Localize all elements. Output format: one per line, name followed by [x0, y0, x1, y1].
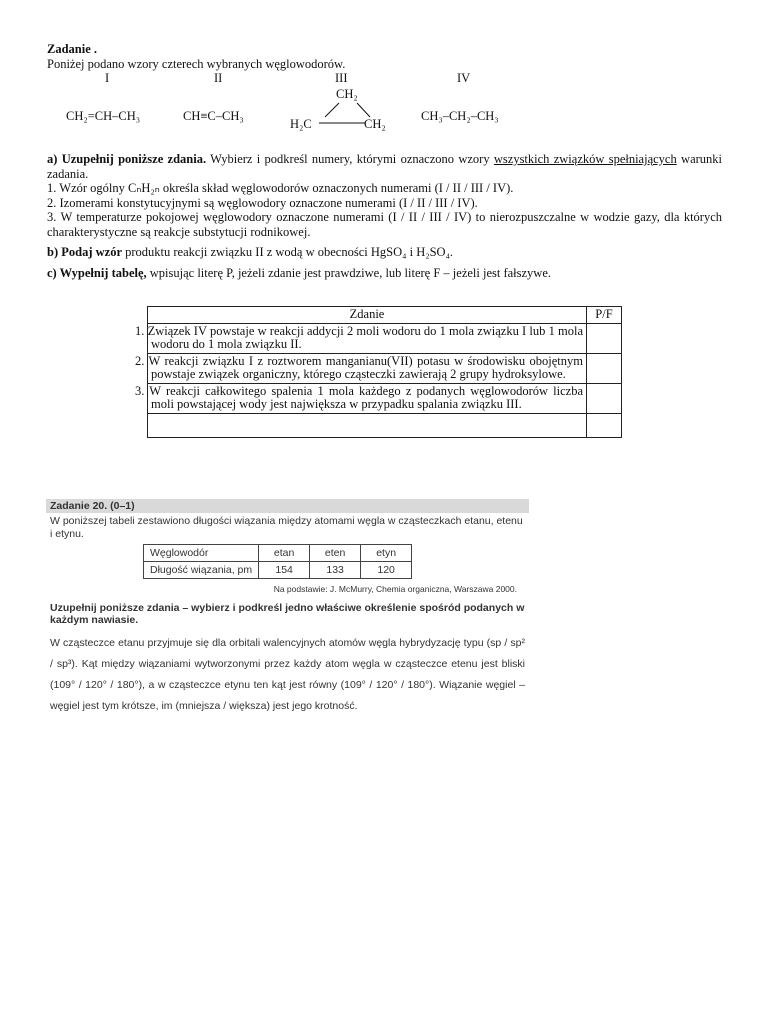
formula-iii-top: CH₂: [336, 87, 358, 101]
cell-bond-length: Długość wiązania, pm: [144, 562, 259, 579]
table-row: [148, 353, 622, 383]
statement-4: [148, 413, 587, 437]
table-row: [148, 383, 622, 413]
task-section: [47, 42, 722, 280]
cell-etyn: etyn: [361, 545, 412, 562]
cell-etan: etan: [259, 545, 310, 562]
formulas-row: [47, 87, 722, 143]
label-i: I: [105, 71, 110, 85]
task20-body: W cząsteczce etanu przyjmuje się dla orbitali walencyjnych atomów węgla hybrydyzację typu (sp / sp² / sp³). Kąt między wiązaniami wytworzonymi przez każdy atom węgla w cząsteczce etenu jest bliski (109° / 120° / 180°), a w cząsteczce etynu ten kąt jest równy (109° / 120° / 180°). Wiązanie węgiel – węgiel jest tym krótsze, im (mniejsza / większa) jest jego krotność.: [50, 636, 525, 712]
part-c-text: wpisując literę P, jeżeli zdanie jest prawdziwe, lub literę F – jeżeli jest fałszywe.: [146, 265, 552, 280]
formula-labels: [47, 71, 722, 87]
task20-header: Zadanie 20. (0–1): [46, 499, 529, 513]
part-b: [47, 245, 722, 260]
header-statement: Zdanie: [148, 307, 587, 324]
part-a-text1: Wybierz i podkreśl numery, którymi oznaczono wzory: [206, 152, 494, 166]
part-a-item-2: 2. Izomerami konstytucyjnymi są węglowodory oznaczone numerami (I / II / III / IV).: [47, 195, 478, 210]
label-iv: IV: [457, 71, 471, 85]
statement-3: 3. W reakcji całkowitego spalenia 1 mola każdego z podanych węglowodorów liczba moli powstającej wody jest największa w przypadku spalania związku III.: [148, 383, 587, 413]
cell-etan-value: 154: [259, 562, 310, 579]
part-a-lead: a) Uzupełnij poniższe zdania.: [47, 152, 207, 166]
part-a-item-3: 3. W temperaturze pokojowej węglowodory oznaczone numerami (I / II / III / IV) to nierozpuszczalne w wodzie gazy, dla których charakterystyczne są reakcje substytucji rodnikowej.: [47, 210, 722, 239]
formula-ii: CH≡C–CH₃: [183, 109, 244, 123]
cell-eten: eten: [310, 545, 361, 562]
part-c: [47, 266, 722, 281]
part-b-text: produktu reakcji związku II z wodą w obecności HgSO₄ i H₂SO₄.: [122, 245, 454, 259]
label-iii: III: [335, 71, 348, 85]
true-false-table: [135, 306, 622, 438]
table-row: [144, 545, 412, 562]
formula-iii-cyclopropane: [290, 87, 400, 141]
bond-length-table: [143, 544, 412, 579]
answer-cell-4[interactable]: [587, 413, 622, 437]
part-c-lead: c) Wypełnij tabelę,: [47, 265, 147, 280]
header-pf: P/F: [587, 307, 622, 324]
cell-eten-value: 133: [310, 562, 361, 579]
table-row: [148, 323, 622, 353]
part-a-underlined: wszystkich związków spełniających: [493, 152, 677, 166]
cell-hydrocarbon: Węglowodór: [144, 545, 259, 562]
formula-iii-right: CH₂: [364, 117, 386, 131]
task-intro: Poniżej podano wzory czterech wybranych węglowodorów.: [47, 56, 346, 71]
task20-source: Na podstawie: J. McMurry, Chemia organiczna, Warszawa 2000.: [273, 584, 517, 594]
formula-i: CH₂=CH–CH₃: [66, 109, 141, 123]
table-row: [144, 562, 412, 579]
part-a-intro: [47, 152, 722, 181]
cell-etyn-value: 120: [361, 562, 412, 579]
label-ii: II: [214, 71, 223, 85]
part-b-lead: b) Podaj wzór: [47, 245, 122, 259]
statement-2: 2. W reakcji związku I z roztworem manganianu(VII) potasu w środowisku obojętnym powstaje związek organiczny, którego cząsteczki zawierają 2 grupy hydroksylowe.: [148, 353, 587, 383]
table-header-row: [148, 307, 622, 324]
task20-instruction: Uzupełnij poniższe zdania – wybierz i podkreśl jedno właściwe określenie spośród podanych w każdym nawiasie.: [50, 601, 525, 626]
formula-iv: CH₃–CH₂–CH₃: [421, 109, 499, 123]
task20-scan: [46, 499, 529, 751]
answer-cell-2[interactable]: [587, 353, 622, 383]
part-a-text2: warunki zadania.: [47, 152, 722, 181]
part-a-item-1: 1. Wzór ogólny CₙH₂ₙ określa skład węglowodorów oznaczonych numerami (I / II / III / IV).: [47, 181, 514, 195]
formula-iii-left: H₂C: [290, 117, 312, 131]
answer-cell-3[interactable]: [587, 383, 622, 413]
task20-intro: W poniższej tabeli zestawiono długości wiązania między atomami węgla w cząsteczkach etanu, etenu i etynu.: [50, 515, 523, 540]
answer-cell-1[interactable]: [587, 323, 622, 353]
task-title: Zadanie .: [47, 42, 98, 56]
table-row: [148, 413, 622, 437]
statement-1: 1. Związek IV powstaje w reakcji addycji 2 moli wodoru do 1 mola związku I lub 1 mola wodoru do 1 mola związku II.: [148, 323, 587, 353]
